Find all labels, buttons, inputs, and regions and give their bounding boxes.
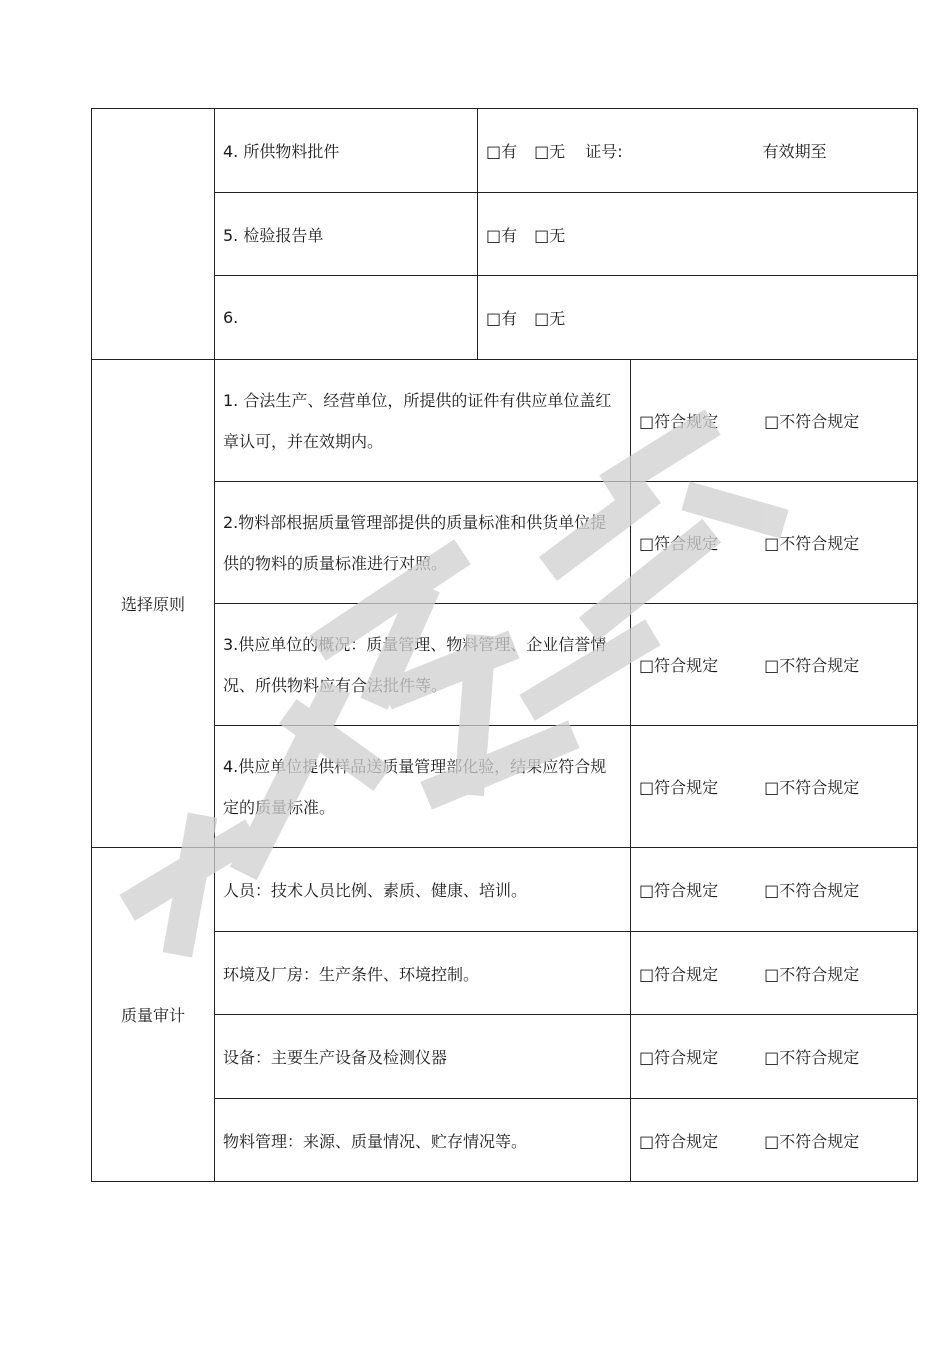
- compliant-checkbox[interactable]: □符合规定: [639, 1131, 719, 1151]
- criterion-text: 设备：主要生产设备及检测仪器: [215, 1015, 631, 1099]
- audit-row: [92, 848, 918, 932]
- doc-row: [92, 276, 918, 360]
- criterion-text: 2.物料部根据质量管理部提供的质量标准和供货单位提供的物料的质量标准进行对照。: [215, 482, 631, 604]
- criterion-text: 3.供应单位的概况：质量管理、物料管理、企业信誉情况、所供物料应有合法批件等。: [215, 604, 631, 726]
- compliant-checkbox[interactable]: □符合规定: [639, 778, 719, 797]
- doc-status-cell: [478, 109, 918, 193]
- compliance-cell: [631, 1015, 918, 1099]
- section-title: 质量审计: [92, 848, 215, 1182]
- compliance-cell: [631, 360, 918, 482]
- noncompliant-checkbox[interactable]: □不符合规定: [764, 1048, 860, 1067]
- doc-row: [92, 109, 918, 193]
- has-checkbox[interactable]: □有: [486, 225, 518, 245]
- supplier-audit-table: [91, 108, 918, 1182]
- noncompliant-checkbox[interactable]: □不符合规定: [764, 1131, 860, 1151]
- compliance-cell: [631, 726, 918, 848]
- noncompliant-checkbox[interactable]: □不符合规定: [764, 656, 860, 675]
- cert-number-label: 证号:: [585, 142, 623, 161]
- noncompliant-checkbox[interactable]: □不符合规定: [764, 778, 860, 797]
- compliant-checkbox[interactable]: □符合规定: [639, 656, 719, 675]
- audit-row: [92, 932, 918, 1015]
- has-checkbox[interactable]: □有: [486, 142, 518, 161]
- none-checkbox[interactable]: □无: [534, 142, 566, 161]
- noncompliant-checkbox[interactable]: □不符合规定: [764, 881, 860, 900]
- criterion-text: 环境及厂房：生产条件、环境控制。: [215, 932, 631, 1015]
- section-title: 选择原则: [92, 360, 215, 848]
- audit-row: [92, 1099, 918, 1182]
- compliant-checkbox[interactable]: □符合规定: [639, 881, 719, 900]
- criterion-text: 4.供应单位提供样品送质量管理部化验，结果应符合规定的质量标准。: [215, 726, 631, 848]
- none-checkbox[interactable]: □无: [534, 309, 566, 328]
- doc-label: 5. 检验报告单: [215, 193, 478, 276]
- compliant-checkbox[interactable]: □符合规定: [639, 412, 719, 431]
- doc-label: 6.: [215, 276, 478, 360]
- compliance-cell: [631, 932, 918, 1015]
- compliant-checkbox[interactable]: □符合规定: [639, 1048, 719, 1067]
- principle-row: [92, 726, 918, 848]
- compliance-cell: [631, 848, 918, 932]
- doc-row: [92, 193, 918, 276]
- doc-label: 4. 所供物料批件: [215, 109, 478, 193]
- principle-row: [92, 604, 918, 726]
- noncompliant-checkbox[interactable]: □不符合规定: [764, 964, 860, 984]
- criterion-text: 1. 合法生产、经营单位，所提供的证件有供应单位盖红章认可，并在效期内。: [215, 360, 631, 482]
- empty-category-cell: [92, 109, 215, 360]
- noncompliant-checkbox[interactable]: □不符合规定: [764, 412, 860, 431]
- criterion-text: 物料管理：来源、质量情况、贮存情况等。: [215, 1099, 631, 1182]
- audit-row: [92, 1015, 918, 1099]
- principle-row: [92, 360, 918, 482]
- compliant-checkbox[interactable]: □符合规定: [639, 534, 719, 553]
- compliance-cell: [631, 604, 918, 726]
- compliance-cell: [631, 482, 918, 604]
- principle-row: [92, 482, 918, 604]
- criterion-text: 人员：技术人员比例、素质、健康、培训。: [215, 848, 631, 932]
- noncompliant-checkbox[interactable]: □不符合规定: [764, 534, 860, 553]
- valid-until-label: 有效期至: [762, 142, 827, 161]
- compliant-checkbox[interactable]: □符合规定: [639, 964, 719, 984]
- doc-status-cell: [478, 193, 918, 276]
- compliance-cell: [631, 1099, 918, 1182]
- has-checkbox[interactable]: □有: [486, 309, 518, 328]
- none-checkbox[interactable]: □无: [534, 225, 566, 245]
- doc-status-cell: [478, 276, 918, 360]
